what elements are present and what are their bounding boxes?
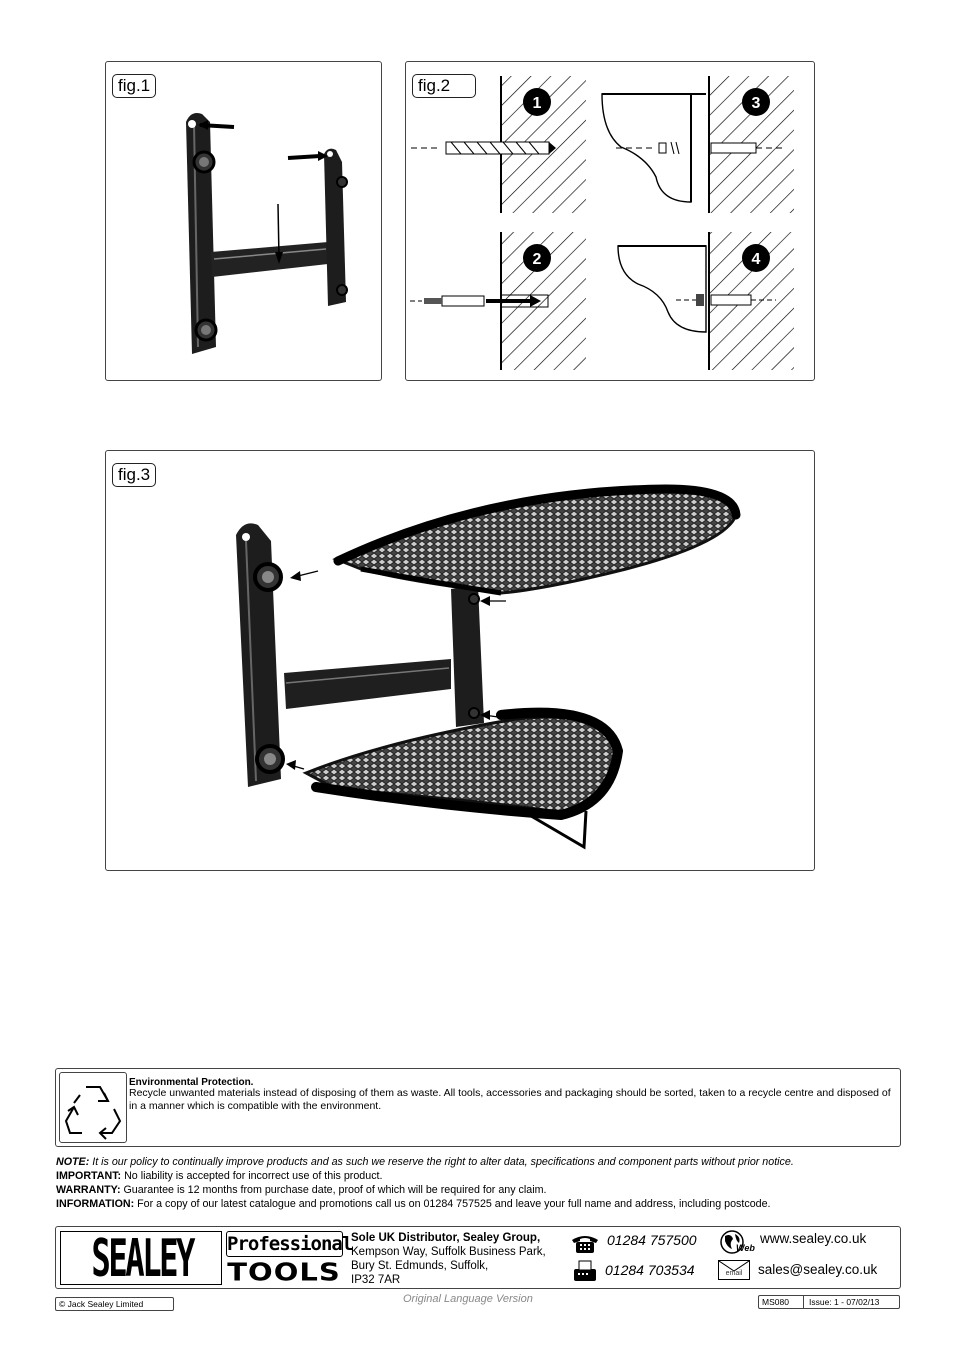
step-4-number: 4 — [751, 251, 761, 268]
note-label: NOTE: — [56, 1156, 90, 1168]
tools-badge: TOOLS — [227, 1257, 341, 1287]
copyright: © Jack Sealey Limited — [55, 1297, 174, 1311]
figure-1 — [105, 61, 382, 381]
figure-3 — [105, 450, 815, 871]
important-line — [56, 1169, 906, 1183]
figure-2 — [405, 61, 815, 381]
shelf-assembly-illustration — [106, 451, 814, 870]
environment-title: Environmental Protection. — [129, 1077, 254, 1088]
figure-3-label: fig.3 — [112, 463, 156, 487]
professional-badge: Professional — [227, 1233, 353, 1255]
warranty-line — [56, 1183, 906, 1197]
recycle-icon — [59, 1072, 127, 1143]
figure-2-label: fig.2 — [412, 74, 476, 98]
information-line — [56, 1197, 906, 1211]
important-text: No liability is accepted for incorrect use of this product. — [121, 1170, 383, 1182]
note-text: It is our policy to continually improve products and as such we reserve the right to alter data, specifications and component parts without prior notice. — [89, 1156, 794, 1168]
issue-date: Issue: 1 - 07/02/13 — [809, 1297, 880, 1307]
important-label: IMPORTANT: — [56, 1170, 122, 1182]
sealey-logo: SEALEY — [60, 1231, 222, 1285]
website-link[interactable]: www.sealey.co.uk — [760, 1231, 867, 1246]
footer — [55, 1226, 901, 1289]
environment-text: Recycle unwanted materials instead of disposing of them as waste. All tools, accessories and packaging should be sorted, taken to a recycle centre and disposed of in a manner which is compatible with the environment. — [129, 1087, 891, 1112]
web-badge: Web — [736, 1243, 755, 1253]
bracket-illustration — [106, 62, 381, 380]
address-line-2: Bury St. Edmunds, Suffolk, — [351, 1260, 489, 1272]
information-text: For a copy of our latest catalogue and promotions call us on 01284 757525 and leave your full name and address, including postcode. — [134, 1198, 771, 1210]
step-2-number: 2 — [532, 251, 542, 268]
phone-icon — [570, 1232, 600, 1254]
fax-number: 01284 703534 — [605, 1262, 695, 1278]
note-line — [56, 1155, 906, 1169]
email-badge: email — [725, 1270, 743, 1277]
information-label: INFORMATION: — [56, 1198, 135, 1210]
address-line-3: IP32 7AR — [351, 1274, 401, 1286]
installation-steps-illustration — [406, 62, 814, 380]
address-line-1: Kempson Way, Suffolk Business Park, — [351, 1246, 546, 1258]
step-1-number: 1 — [532, 95, 542, 112]
warranty-label: WARRANTY: — [56, 1184, 121, 1196]
phone-number: 01284 757500 — [607, 1232, 697, 1248]
step-3-number: 3 — [751, 95, 761, 112]
model-number: MS080 — [762, 1297, 789, 1307]
email-icon — [718, 1260, 750, 1280]
fax-icon — [570, 1259, 600, 1283]
original-language-note: Original Language Version — [403, 1293, 533, 1305]
warranty-text: Guarantee is 12 months from purchase date, proof of which will be required for any claim. — [120, 1184, 547, 1196]
distributor-address — [351, 1231, 561, 1287]
email-link[interactable]: sales@sealey.co.uk — [758, 1262, 878, 1277]
environmental-protection-box — [55, 1068, 901, 1147]
distributor-label: Sole UK Distributor, Sealey Group, — [351, 1232, 541, 1244]
issue-box — [758, 1295, 900, 1309]
figure-1-label: fig.1 — [112, 74, 156, 98]
notes-section — [56, 1155, 906, 1211]
